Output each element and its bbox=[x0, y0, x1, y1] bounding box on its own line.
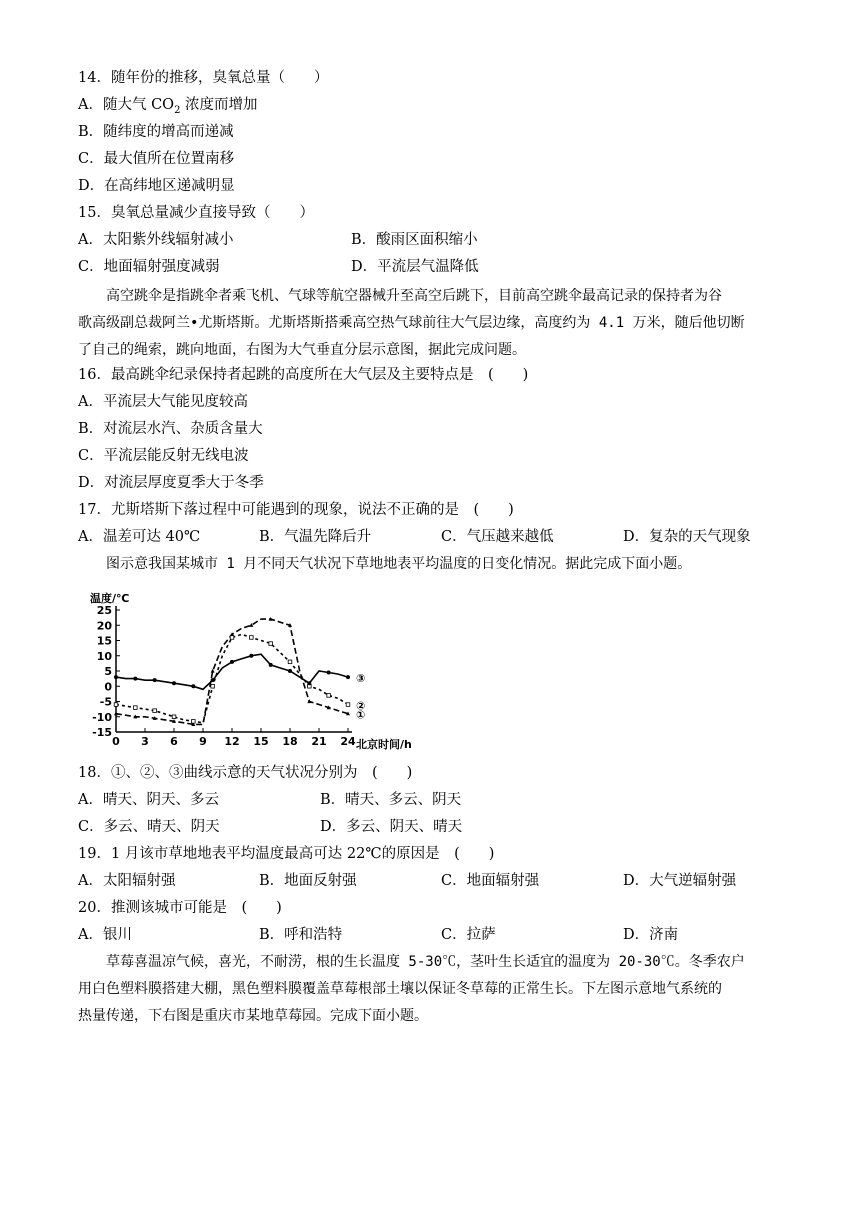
series-1-label: ① bbox=[356, 708, 366, 722]
question-20-option-b[interactable]: B．呼和浩特 bbox=[259, 927, 343, 943]
passage-skydiving bbox=[78, 283, 783, 364]
series-2-point bbox=[250, 636, 254, 640]
question-15-option-d[interactable]: D．平流层气温降低 bbox=[351, 259, 479, 275]
chart-axes bbox=[92, 604, 356, 748]
passage-skydiving-line-3: 了自己的绳索，跳向地面，右图为大气垂直分层示意图，据此完成问题。 bbox=[78, 342, 526, 358]
series-3-point bbox=[269, 663, 273, 667]
x-tick-label: 21 bbox=[311, 735, 327, 748]
passage-skydiving-line-1: 高空跳伞是指跳伞者乘飞机、气球等航空器械升至高空后跳下，目前高空跳伞最高记录的保持者为谷 bbox=[106, 288, 722, 304]
series-2-point bbox=[114, 703, 118, 707]
question-20-option-c[interactable]: C．拉萨 bbox=[441, 927, 496, 943]
y-tick-label: -5 bbox=[99, 695, 112, 709]
question-16-option-d[interactable]: D．对流层厚度夏季大于冬季 bbox=[78, 475, 264, 491]
chart-series bbox=[114, 617, 365, 726]
y-tick-label: -15 bbox=[92, 726, 112, 739]
passage-strawberry-line-3: 热量传递，下右图是重庆市某地草莓园。完成下面小题。 bbox=[78, 1008, 428, 1024]
question-14-option-c[interactable]: C．最大值所在位置南移 bbox=[78, 151, 235, 167]
question-18-option-a[interactable]: A．晴天、阴天、多云 bbox=[78, 792, 219, 808]
question-16-option-b[interactable]: B．对流层水汽、杂质含量大 bbox=[78, 421, 263, 437]
question-15-option-a[interactable]: A．太阳紫外线辐射减小 bbox=[78, 232, 234, 248]
question-17-option-d[interactable]: D．复杂的天气现象 bbox=[623, 529, 751, 545]
question-19-stem: 19．1 月该市草地地表平均温度最高可达 22℃的原因是 ( ) bbox=[78, 846, 495, 862]
y-tick-label: 0 bbox=[104, 680, 112, 694]
question-16-option-c[interactable]: C．平流层能反射无线电波 bbox=[78, 448, 249, 464]
passage-strawberry bbox=[78, 949, 783, 1030]
series-3-point bbox=[307, 681, 311, 685]
x-tick-label: 24 bbox=[340, 735, 356, 748]
series-2-point bbox=[269, 642, 273, 646]
x-tick-label: 0 bbox=[112, 735, 120, 748]
question-19-option-a[interactable]: A．太阳辐射强 bbox=[78, 873, 176, 889]
question-16-stem: 16．最高跳伞纪录保持者起跳的高度所在大气层及主要特点是 ( ) bbox=[78, 367, 529, 383]
question-18-option-d[interactable]: D．多云、阴天、晴天 bbox=[320, 819, 463, 835]
x-tick-label: 6 bbox=[170, 735, 178, 748]
question-19-option-b[interactable]: B．地面反射强 bbox=[259, 873, 357, 889]
y-tick-label: 25 bbox=[96, 604, 112, 617]
question-18-option-c[interactable]: C．多云、晴天、阴天 bbox=[78, 819, 220, 835]
question-20-option-d[interactable]: D．济南 bbox=[623, 927, 679, 943]
series-2-point bbox=[211, 684, 215, 688]
question-17-option-c[interactable]: C．气压越来越低 bbox=[441, 529, 554, 545]
question-18-stem: 18．①、②、③曲线示意的天气状况分别为 ( ) bbox=[78, 765, 413, 781]
temperature-chart bbox=[86, 588, 426, 753]
question-20-stem: 20．推测该城市可能是 ( ) bbox=[78, 900, 282, 916]
q14-a-text-post: 浓度而增加 bbox=[180, 97, 258, 113]
x-tick-label: 15 bbox=[253, 735, 269, 748]
series-3-point bbox=[133, 677, 137, 681]
chart-x-axis-label: 北京时间/h bbox=[356, 738, 412, 751]
question-18-option-b[interactable]: B．晴天、多云、阴天 bbox=[320, 792, 462, 808]
question-20-option-a[interactable]: A．银川 bbox=[78, 927, 132, 943]
passage-skydiving-line-2: 歌高级副总裁阿兰•尤斯塔斯。尤斯塔斯搭乘高空热气球前往大气层边缘，高度约为 4.1 万米，随后他切断 bbox=[78, 315, 745, 331]
x-tick-label: 18 bbox=[282, 735, 298, 748]
series-2-point bbox=[134, 706, 138, 710]
question-14-stem: 14．随年份的推移，臭氧总量（ ） bbox=[78, 70, 329, 86]
y-tick-label: 5 bbox=[104, 665, 112, 678]
y-tick-label: 10 bbox=[96, 649, 112, 663]
series-3-point bbox=[114, 675, 118, 679]
passage-temperature-line-1: 图示意我国某城市 1 月不同天气状况下草地地表平均温度的日变化情况。据此完成下面小题。 bbox=[106, 556, 692, 572]
question-15-stem: 15．臭氧总量减少直接导致（ ） bbox=[78, 205, 314, 221]
series-3-point bbox=[327, 671, 331, 675]
y-tick-label: 15 bbox=[96, 634, 112, 648]
series-3-point bbox=[172, 681, 176, 685]
series-3-point bbox=[211, 678, 215, 682]
series-3-point bbox=[230, 660, 234, 664]
x-tick-label: 9 bbox=[199, 735, 207, 748]
series-2-point bbox=[153, 709, 157, 713]
question-14-option-d[interactable]: D．在高纬地区递减明显 bbox=[78, 178, 235, 194]
series-2-point bbox=[288, 660, 292, 664]
series-3-point bbox=[249, 654, 253, 658]
q14-a-subscript: 2 bbox=[174, 104, 181, 116]
series-2-point bbox=[346, 703, 350, 707]
q14-a-text: A．随大气 CO bbox=[78, 97, 175, 113]
series-2-point bbox=[327, 694, 331, 698]
series-3-label: ③ bbox=[356, 672, 366, 686]
chart-y-axis-label: 温度/℃ bbox=[90, 592, 130, 605]
question-17-option-b[interactable]: B．气温先降后升 bbox=[259, 529, 372, 545]
series-2-point bbox=[230, 636, 234, 640]
question-14-option-a[interactable] bbox=[78, 95, 258, 121]
series-3-point bbox=[346, 675, 350, 679]
series-3-line bbox=[116, 654, 348, 689]
series-3-point bbox=[153, 678, 157, 682]
series-2-point bbox=[172, 715, 176, 719]
question-16-option-a[interactable]: A．平流层大气能见度较高 bbox=[78, 394, 248, 410]
passage-strawberry-line-2: 用白色塑料膜搭建大棚，黑色塑料膜覆盖草莓根部土壤以保证冬草莓的正常生长。下左图示意地气系统的 bbox=[78, 981, 722, 997]
question-14-option-b[interactable]: B．随纬度的增高而递减 bbox=[78, 124, 234, 140]
x-tick-label: 12 bbox=[224, 735, 240, 748]
question-17-stem: 17．尤斯塔斯下落过程中可能遇到的现象，说法不正确的是 ( ) bbox=[78, 502, 514, 518]
question-15-option-b[interactable]: B．酸雨区面积缩小 bbox=[351, 232, 478, 248]
series-2-point bbox=[192, 720, 196, 724]
question-17-option-a[interactable]: A．温差可达 40℃ bbox=[78, 529, 201, 545]
y-tick-label: -10 bbox=[92, 710, 112, 724]
x-tick-label: 3 bbox=[141, 735, 149, 748]
question-19-option-d[interactable]: D．大气逆辐射强 bbox=[623, 873, 737, 889]
question-15-option-c[interactable]: C．地面辐射强度减弱 bbox=[78, 259, 220, 275]
y-tick-label: 20 bbox=[96, 619, 112, 633]
series-3-point bbox=[191, 684, 195, 688]
question-19-option-c[interactable]: C．地面辐射强 bbox=[441, 873, 540, 889]
series-2-label: ② bbox=[356, 699, 366, 713]
passage-strawberry-line-1: 草莓喜温凉气候，喜光，不耐涝，根的生长温度 5-30℃，茎叶生长适宜的温度为 20-30℃。冬季农户 bbox=[106, 954, 745, 970]
series-3-point bbox=[288, 669, 292, 673]
passage-temperature bbox=[78, 551, 783, 578]
